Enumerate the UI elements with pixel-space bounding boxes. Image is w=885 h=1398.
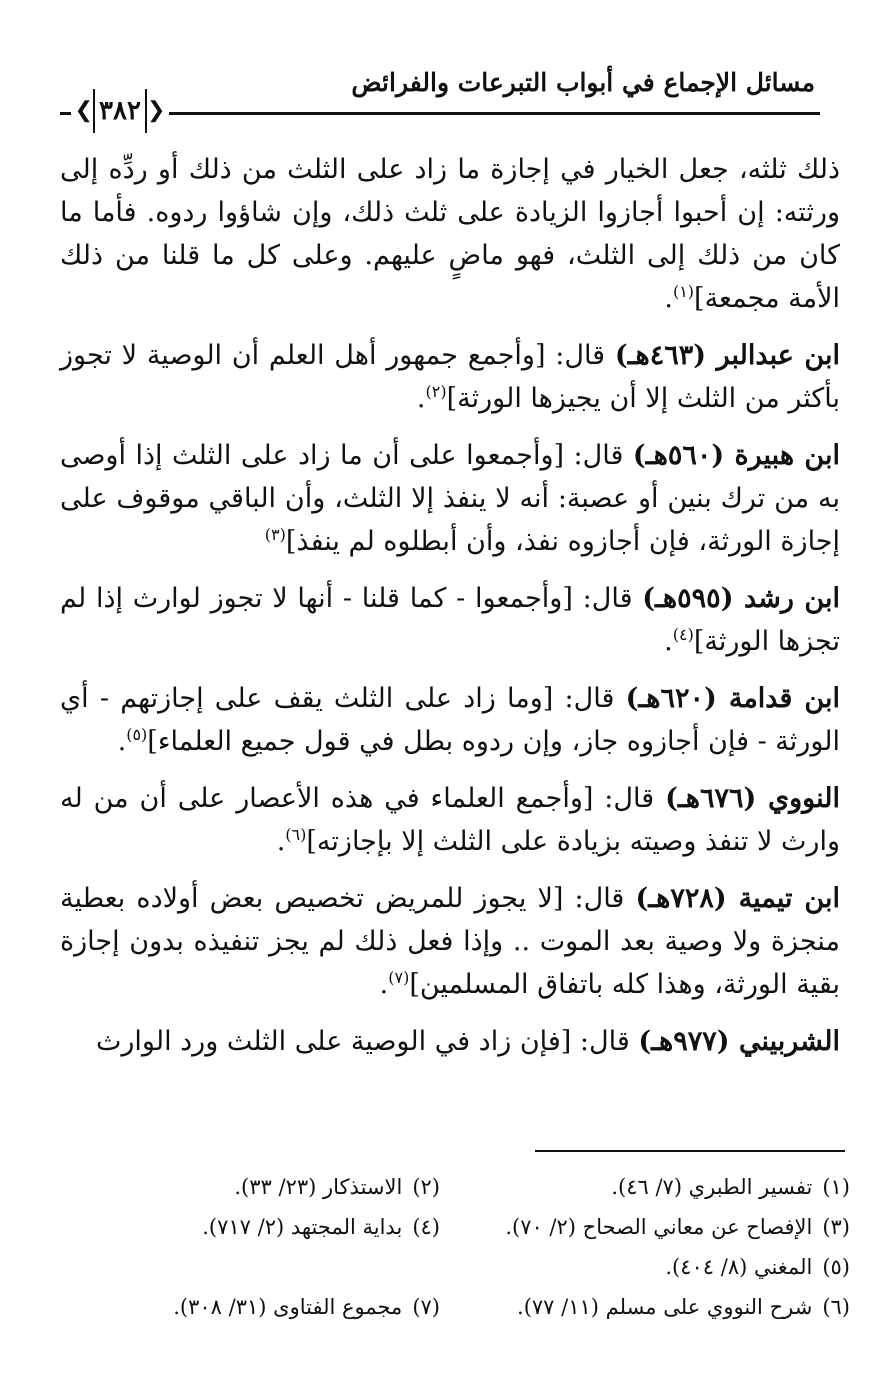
paragraph-tail: . bbox=[276, 826, 286, 857]
footnote-1 bbox=[470, 1170, 850, 1204]
paragraph-ibn-rushd bbox=[60, 577, 840, 663]
header-rule bbox=[60, 112, 820, 115]
paragraph-ibn-qudama bbox=[60, 677, 840, 763]
footnote-ref[interactable]: (٥) bbox=[126, 725, 148, 744]
paragraph-text: قال: [فإن زاد في الوصية على الثلث ورد الوارث bbox=[95, 1026, 639, 1057]
scholar-name: النووي (٦٧٦هـ) bbox=[665, 783, 841, 814]
paragraph-tail: . bbox=[416, 383, 426, 414]
ornament-right-icon: ❯ bbox=[146, 98, 166, 123]
footnote-separator bbox=[535, 1150, 845, 1152]
footnote-text: مجموع الفتاوى (٣١/ ٣٠٨). bbox=[173, 1295, 403, 1319]
scholar-name: ابن قدامة (٦٢٠هـ) bbox=[625, 683, 840, 714]
footnote-2 bbox=[60, 1170, 440, 1204]
footnote-7 bbox=[60, 1290, 440, 1324]
paragraph-ibn-taymiyya bbox=[60, 877, 840, 1006]
paragraph-shirbini bbox=[60, 1020, 840, 1063]
page-number-box bbox=[71, 88, 169, 134]
running-title: مسائل الإجماع في أبواب التبرعات والفرائض bbox=[351, 68, 815, 97]
footnote-text: الاستذكار (٢٣/ ٣٣). bbox=[234, 1175, 403, 1199]
paragraph-tail: . bbox=[117, 726, 127, 757]
paragraph-text: قال: [لا يجوز للمريض تخصيص بعض أولاده بعطية منجزة ولا وصية بعد الموت .. وإذا فعل ذلك لم يجز تنفيذه بدون إجازة بقية الورثة، وهذا كله باتفاق المسلمين] bbox=[60, 883, 840, 1000]
footnote-4 bbox=[60, 1210, 440, 1244]
paragraph-nawawi bbox=[60, 777, 840, 863]
paragraph-text: قال: [وأجمع العلماء في هذه الأعصار على أن من له وارث لا تنفذ وصيته بزيادة على الثلث إلا بإجازته] bbox=[60, 783, 840, 857]
footnote-marker: (٤) bbox=[412, 1215, 440, 1239]
footnote-text: الإفصاح عن معاني الصحاح (٢/ ٧٠). bbox=[505, 1215, 813, 1239]
scholar-name: ابن عبدالبر (٤٦٣هـ) bbox=[614, 340, 840, 371]
footnote-3 bbox=[470, 1210, 850, 1244]
footnote-marker: (١) bbox=[822, 1175, 850, 1199]
paragraph-text: ذلك ثلثه، جعل الخيار في إجازة ما زاد على الثلث من ذلك أو ردِّه إلى ورثته: إن أحبوا أجازوا الزيادة على ثلث ذلك، وإن شاؤوا ردوه. فأما ما كان من ذلك إلى الثلث، فهو ماضٍ عليهم. وعلى كل ما قلنا من ذلك الأمة مجمعة] bbox=[60, 154, 840, 314]
paragraph-tail: . bbox=[664, 283, 673, 314]
footnote-marker: (٦) bbox=[822, 1295, 850, 1319]
footnote-text: بداية المجتهد (٢/ ٧١٧). bbox=[202, 1215, 403, 1239]
paragraph-text: قال: [وأجمعوا على أن ما زاد على الثلث إذا أوصى به من ترك بنين أو عصبة: أنه لا ينفذ إلا الثلث، وأن الباقي موقوف على إجازة الورثة، فإن أجازوه نفذ، وأن أبطلوه لم ينفذ] bbox=[60, 440, 840, 557]
body-text bbox=[60, 148, 840, 1077]
footnote-ref[interactable]: (١) bbox=[672, 282, 695, 301]
paragraph-tail: . bbox=[379, 969, 389, 1000]
footnote-ref[interactable]: (٦) bbox=[285, 825, 307, 844]
footnote-marker: (٢) bbox=[412, 1175, 440, 1199]
paragraph-text: قال: [وأجمع جمهور أهل العلم أن الوصية لا تجوز بأكثر من الثلث إلا أن يجيزها الورثة] bbox=[60, 340, 840, 414]
footnote-ref[interactable]: (٤) bbox=[672, 625, 694, 644]
footnote-ref[interactable]: (٣) bbox=[264, 525, 286, 544]
page-number: ٣٨٢ bbox=[93, 89, 147, 133]
footnote-ref[interactable]: (٧) bbox=[388, 968, 410, 987]
scholar-name: ابن تيمية (٧٢٨هـ) bbox=[635, 883, 840, 914]
footnote-5 bbox=[470, 1250, 850, 1284]
footnote-ref[interactable]: (٢) bbox=[425, 382, 447, 401]
footnote-marker: (٧) bbox=[412, 1295, 440, 1319]
paragraph-text: قال: [وأجمعوا - كما قلنا - أنها لا تجوز لوارث إذا لم تجزها الورثة] bbox=[60, 583, 840, 657]
footnote-empty bbox=[60, 1250, 440, 1284]
footnote-marker: (٣) bbox=[822, 1215, 850, 1239]
footnote-6 bbox=[470, 1290, 850, 1324]
footnote-text: شرح النووي على مسلم (١١/ ٧٧). bbox=[517, 1295, 813, 1319]
paragraph-text: قال: [وما زاد على الثلث يقف على إجازتهم - أي الورثة - فإن أجازوه جاز، وإن ردوه بطل في قول جميع العلماء] bbox=[60, 683, 840, 757]
scholar-name: ابن رشد (٥٩٥هـ) bbox=[642, 583, 841, 614]
scholar-name: الشربيني (٩٧٧هـ) bbox=[638, 1026, 840, 1057]
footnotes bbox=[60, 1170, 850, 1324]
footnote-text: تفسير الطبري (٧/ ٤٦). bbox=[611, 1175, 813, 1199]
footnote-text: المغني (٨/ ٤٠٤). bbox=[665, 1255, 813, 1279]
paragraph-ibn-hubayra bbox=[60, 434, 840, 563]
paragraph-intro bbox=[60, 148, 840, 320]
scholar-name: ابن هبيرة (٥٦٠هـ) bbox=[632, 440, 840, 471]
ornament-left-icon: ❮ bbox=[74, 98, 94, 123]
paragraph-ibn-abdulbarr bbox=[60, 334, 840, 420]
footnote-marker: (٥) bbox=[822, 1255, 850, 1279]
paragraph-tail: . bbox=[664, 626, 673, 657]
